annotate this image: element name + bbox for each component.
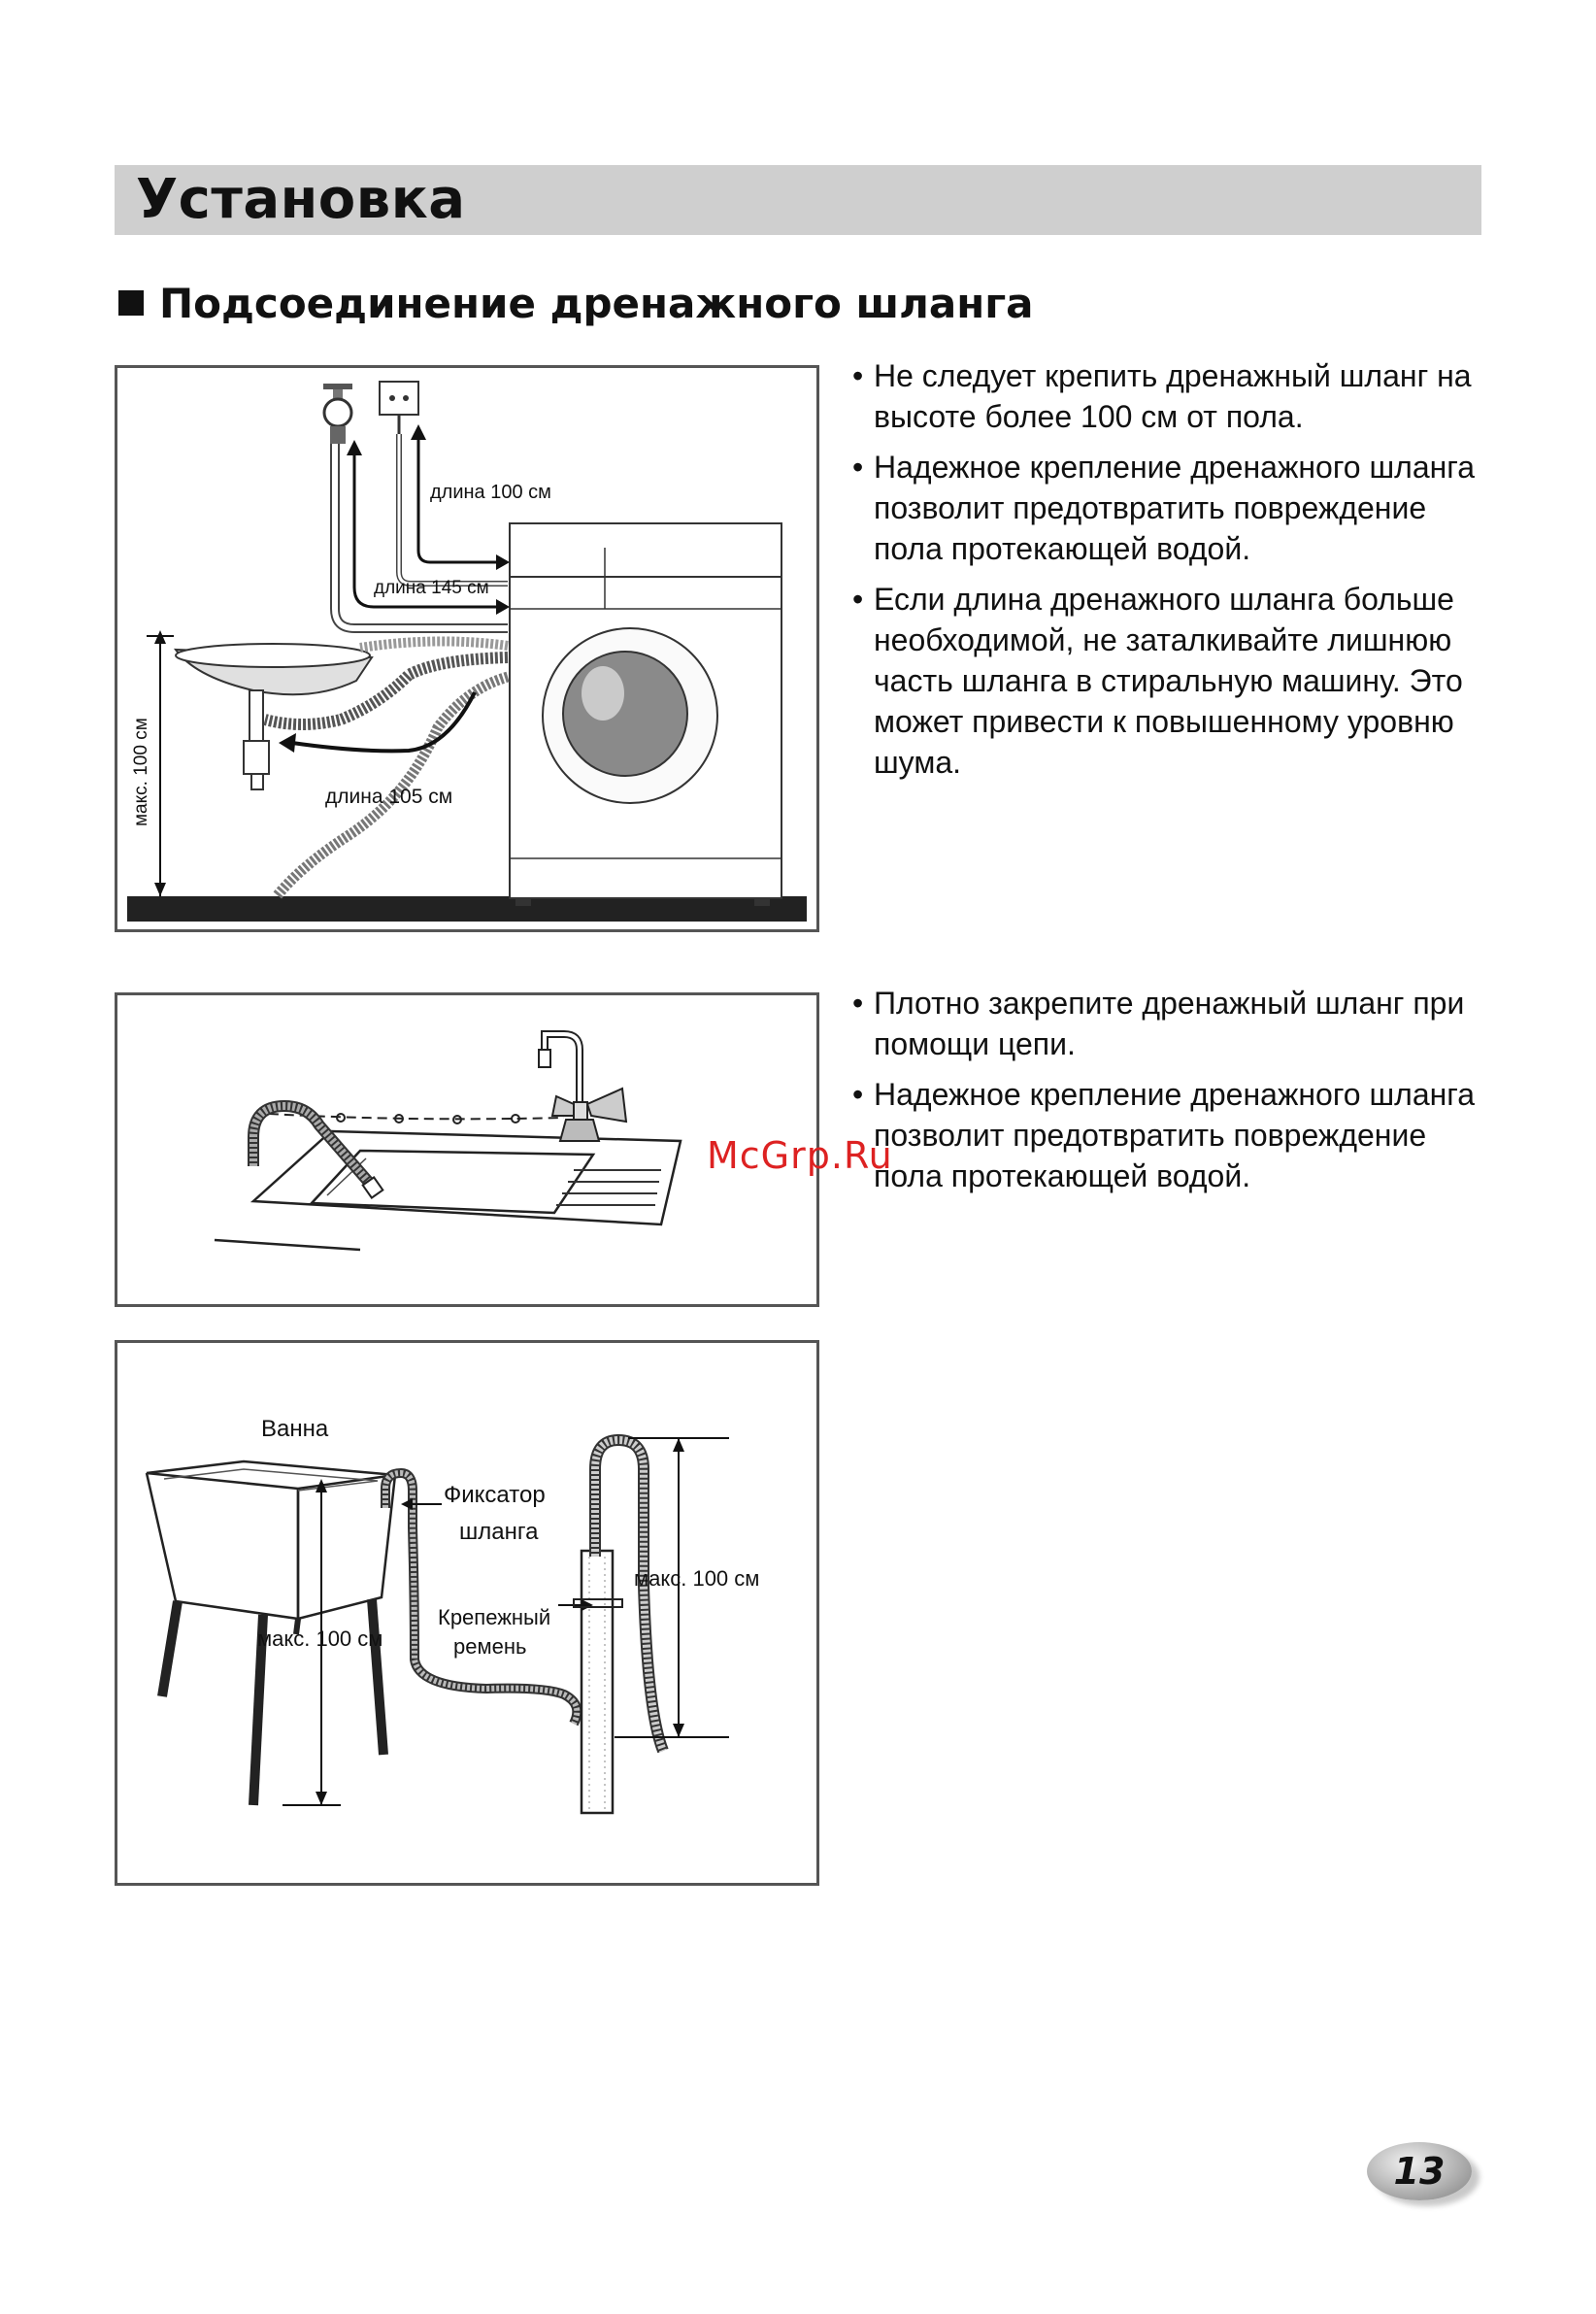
- instruction-item: • Если длина дренажного шланга больше необходимой, не заталкивайте лишнюю часть шланга в стиральную машину. Это может привести к повышенному уровню шума.: [852, 579, 1493, 783]
- power-socket-icon: [380, 382, 418, 434]
- water-tap-icon: [323, 384, 352, 444]
- watermark: McGrp.Ru: [707, 1134, 893, 1177]
- label-strap-line1: Крепежный: [438, 1605, 551, 1629]
- instructions-list-2: [852, 983, 1493, 1206]
- bath-standpipe-illustration: [117, 1343, 816, 1883]
- section-heading: [118, 274, 1034, 332]
- washing-machine-icon: [510, 523, 781, 906]
- label-max-left: макс. 100 см: [257, 1627, 383, 1651]
- drain-hose-lengths-illustration: [117, 368, 816, 929]
- faucet-icon: [539, 1034, 626, 1141]
- instructions-list-1: [852, 355, 1493, 792]
- standpipe-icon: [558, 1440, 663, 1813]
- instruction-item: • Надежное крепление дренажного шланга позволит предотвратить повреждение пола протекающей водой.: [852, 1074, 1493, 1196]
- label-max-right: макс. 100 см: [634, 1566, 760, 1591]
- section-title: Подсоединение дренажного шланга: [159, 279, 1034, 327]
- figure-bath-standpipe: [115, 1340, 819, 1886]
- label-max-height: макс. 100 см: [131, 718, 151, 826]
- label-bath: Ванна: [261, 1416, 329, 1442]
- label-clip-line1: Фиксатор: [444, 1482, 546, 1508]
- tub-drain-hose-icon: [385, 1473, 577, 1724]
- instruction-item: • Надежное крепление дренажного шланга позволит предотвратить повреждение пола протекающей водой.: [852, 447, 1493, 569]
- figure-drain-hose-lengths: [115, 365, 819, 932]
- header-bar: [115, 165, 1481, 235]
- page-number: 13: [1393, 2150, 1446, 2193]
- label-clip-line2: шланга: [459, 1519, 539, 1545]
- page-number-badge: [1367, 2142, 1483, 2206]
- instruction-item: • Плотно закрепите дренажный шланг при помощи цепи.: [852, 983, 1493, 1064]
- label-length-105: длина 105 см: [325, 786, 453, 808]
- label-length-100: длина 100 см: [430, 482, 551, 503]
- instruction-item: • Не следует крепить дренажный шланг на высоте более 100 см от пола.: [852, 355, 1493, 437]
- square-bullet-icon: [118, 290, 144, 316]
- label-length-145: длина 145 см: [374, 578, 489, 598]
- floor: [127, 896, 807, 922]
- label-strap-line2: ремень: [453, 1634, 527, 1659]
- page-title: Установка: [136, 168, 466, 231]
